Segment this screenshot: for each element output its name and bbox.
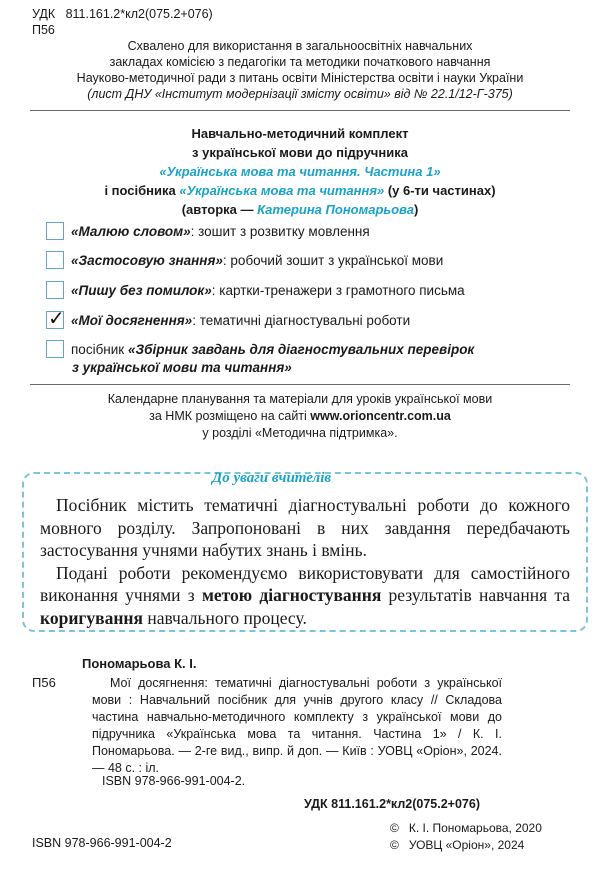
teacher-note-title: До уваги вчителів [212, 470, 332, 486]
textbook-title: «Українська мова та читання. Частина 1» [159, 164, 441, 179]
series-title: «Застосовую знання» [71, 252, 223, 268]
series-item-3[interactable] [46, 278, 465, 302]
checkbox[interactable] [46, 340, 64, 358]
divider-middle [30, 384, 570, 385]
catalog-code-bottom: П56 [32, 675, 56, 690]
catalog-code: П56 [32, 23, 55, 37]
approval-letter: (лист ДНУ «Інститут модернізації змісту освіти» від № 22.1/12-Г-375) [87, 87, 513, 101]
series-prefix: посібник [71, 341, 128, 357]
approval-line: Науково-методичної ради з питань освіти Міністерства освіти і науки України [76, 71, 524, 85]
kit-title: Навчально-методичний комплект [191, 126, 409, 141]
approval-line: закладах комісією з педагогіки та методики початкового навчання [109, 55, 491, 69]
note-paragraph: Подані роботи рекомендуємо використовувати для самостійного виконання учнями з метою діагностування результатів навчання та коригування навчального процесу. [40, 562, 570, 628]
series-desc: : зошит з розвитку мовлення [190, 223, 370, 239]
series-title: «Малюю словом» [71, 223, 191, 239]
catalog-udk: УДК 811.161.2*кл2(075.2+076) [304, 797, 480, 811]
copyright-icon: © [390, 821, 399, 835]
manual-title: «Українська мова та читання» [179, 183, 385, 198]
checkbox-checked[interactable] [46, 306, 65, 330]
series-item-2[interactable] [46, 248, 443, 272]
website-link[interactable]: www.orioncentr.com.ua [310, 409, 451, 423]
checkmark-icon: ✓ [48, 306, 65, 330]
checkbox[interactable] [46, 251, 64, 269]
series-desc: : робочий зошит з української мови [222, 252, 444, 268]
series-desc: : картки-тренажери з грамотного письма [211, 282, 465, 298]
series-desc: : тематичні діагностувальні роботи [192, 312, 411, 328]
series-item-1[interactable] [46, 219, 370, 243]
copyright-publisher: УОВЦ «Оріон», 2024 [408, 838, 525, 852]
calendar-info: Календарне планування та матеріали для уроків української мови за НМК розміщено на сайті www.orioncentr.com.ua у розділі «Методична підтримка». [107, 392, 493, 440]
series-item-5[interactable] [46, 338, 474, 360]
kit-block [30, 124, 570, 219]
series-title: «Мої досягнення» [71, 312, 193, 328]
copyright-author: К. І. Пономарьова, 2020 [408, 821, 542, 835]
note-paragraph: Посібник містить тематичні діагностувальні роботи до кожного мовного розділу. Запропоновані в них завдання передбачають застосування учнями набутих знань і вмінь. [40, 495, 570, 560]
catalog-author: Пономарьова К. І. [82, 656, 197, 671]
series-title: «Пишу без помилок» [71, 282, 212, 298]
author-line: (авторка — Катерина Пономарьова) [181, 202, 419, 217]
approval-line: Схвалено для використання в загальноосвітніх навчальних [127, 39, 473, 53]
approval-block [30, 38, 570, 102]
copyright-icon: © [390, 838, 399, 852]
series-item-4[interactable] [46, 308, 410, 332]
checkbox[interactable] [46, 281, 64, 299]
divider-top [30, 110, 570, 111]
teacher-note-text [40, 494, 570, 629]
catalog-description: Мої досягнення: тематичні діагностувальні роботи з української мови : Навчальний посібник для учнів другого класу // Складова частина навчально-методичного комплекту з української мови до підручника «Українська мова та читання. Частина 1» / К. І. Пономарьова. — 2-ге вид., випр. й доп. — Київ : УОВЦ «Оріон», 2024. — 48 с. : іл. [92, 676, 502, 775]
udk-label: УДК [32, 7, 56, 21]
udk-header [32, 6, 213, 38]
series-title-line2: з української мови та читання» [72, 360, 292, 375]
footer-isbn: ISBN 978-966-991-004-2 [32, 836, 172, 850]
udk-code: 811.161.2*кл2(075.2+076) [65, 7, 213, 21]
author-name: Катерина Пономарьова [257, 202, 414, 217]
catalog-isbn: ISBN 978-966-991-004-2. [102, 774, 246, 788]
series-title: «Збірник завдань для діагностувальних перевірок [127, 341, 475, 357]
copyright-block [390, 820, 542, 854]
manual-line: і посібника «Українська мова та читання» (у 6-ти частинах) [104, 183, 496, 198]
checkbox[interactable] [46, 222, 64, 240]
kit-subtitle: з української мови до підручника [192, 145, 408, 160]
